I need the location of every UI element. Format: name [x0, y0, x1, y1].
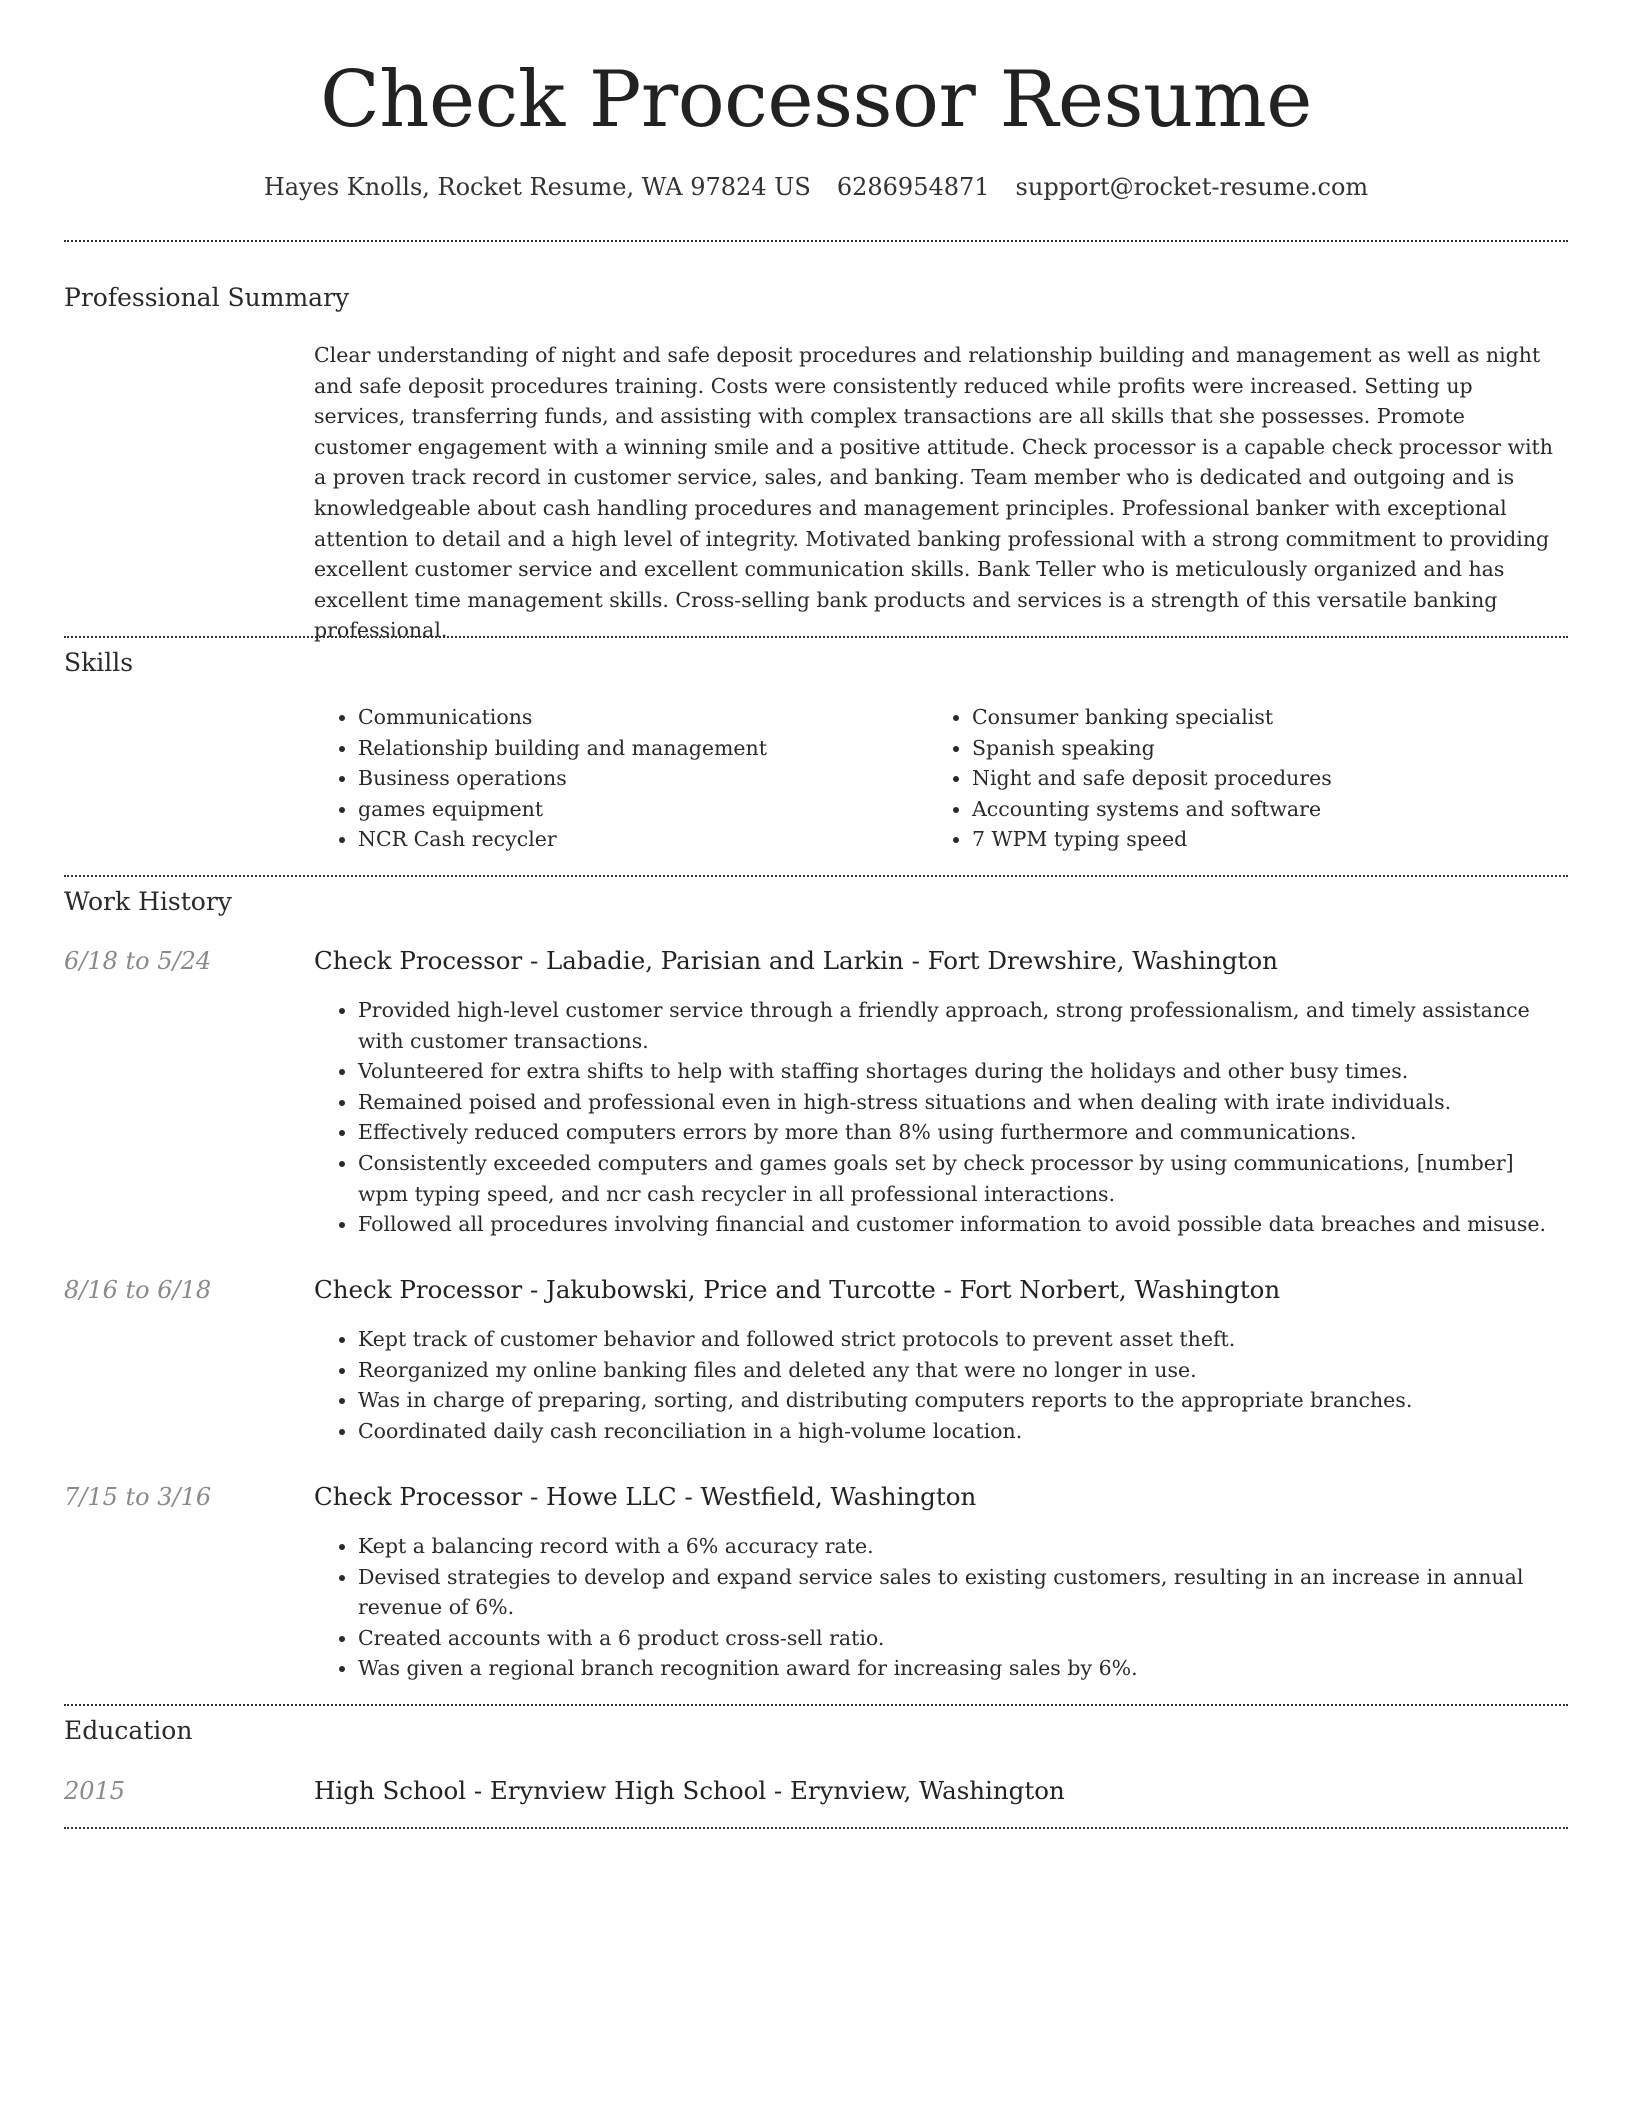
- summary-heading: Professional Summary: [64, 283, 350, 312]
- job-dates: 8/16 to 6/18: [64, 1276, 212, 1304]
- job-title: Check Processor - Jakubowski, Price and Turcotte - Fort Norbert, Washington: [314, 1275, 1281, 1304]
- skills-heading: Skills: [64, 648, 134, 677]
- section-divider: [64, 1827, 1568, 1829]
- skill-item: • Relationship building and management: [358, 733, 918, 764]
- job-bullet: • Effectively reduced computers errors by more than 8% using furthermore and communications.: [358, 1117, 1568, 1148]
- job-bullet: • Kept track of customer behavior and followed strict protocols to prevent asset theft.: [358, 1324, 1568, 1355]
- job-bullet: • Devised strategies to develop and expand service sales to existing customers, resulting in an increase in annual revenue of 6%.: [358, 1562, 1568, 1623]
- skill-item: • Communications: [358, 702, 918, 733]
- job-bullet: • Coordinated daily cash reconciliation in a high-volume location.: [358, 1416, 1568, 1447]
- job-bullet: • Followed all procedures involving financial and customer information to avoid possible data breaches and misuse.: [358, 1209, 1568, 1240]
- skills-list-right: [928, 702, 1572, 855]
- section-divider: [64, 875, 1568, 877]
- job-bullet: • Was given a regional branch recognition award for increasing sales by 6%.: [358, 1653, 1568, 1684]
- job-bullets: [314, 995, 1568, 1240]
- job-title: Check Processor - Howe LLC - Westfield, Washington: [314, 1482, 977, 1511]
- job-bullet: • Consistently exceeded computers and games goals set by check processor by using communications, [number] wpm typing speed, and ncr cash recycler in all professional interactions.: [358, 1148, 1568, 1209]
- job-bullet: • Remained poised and professional even in high-stress situations and when dealing with irate individuals.: [358, 1087, 1568, 1118]
- skill-item: • 7 WPM typing speed: [972, 824, 1572, 855]
- section-divider: [64, 240, 1568, 242]
- education-heading: Education: [64, 1716, 193, 1745]
- resume-title: Check Processor Resume: [320, 55, 1312, 145]
- skills-list-left: [314, 702, 918, 855]
- work-heading: Work History: [64, 887, 232, 916]
- job-bullet: • Was in charge of preparing, sorting, and distributing computers reports to the appropriate branches.: [358, 1385, 1568, 1416]
- skill-item: • NCR Cash recycler: [358, 824, 918, 855]
- contact-phone: 6286954871: [836, 173, 990, 201]
- job-dates: 7/15 to 3/16: [64, 1483, 212, 1511]
- skill-item: • Consumer banking specialist: [972, 702, 1572, 733]
- skill-item: • Accounting systems and software: [972, 794, 1572, 825]
- job-title: Check Processor - Labadie, Parisian and Larkin - Fort Drewshire, Washington: [314, 946, 1278, 975]
- job-bullet: • Created accounts with a 6 product cross-sell ratio.: [358, 1623, 1568, 1654]
- summary-text: Clear understanding of night and safe deposit procedures and relationship building and management as well as night and safe deposit procedures training. Costs were consistently reduced while profits were increased. Setting up services, transferring funds, and assisting with complex transactions are all skills that she possesses. Promote customer engagement with a winning smile and a positive attitude. Check processor is a capable check processor with a proven track record in customer service, sales, and banking. Team member who is dedicated and outgoing and is knowledgeable about cash handling procedures and management principles. Professional banker with exceptional attention to detail and a high level of integrity. Motivated banking professional with a strong commitment to providing excellent customer service and excellent communication skills. Bank Teller who is meticulously organized and has excellent time management skills. Cross-selling bank products and services is a strength of this versatile banking professional.: [314, 343, 1553, 643]
- job-bullet: • Kept a balancing record with a 6% accuracy rate.: [358, 1531, 1568, 1562]
- job-bullet: • Provided high-level customer service through a friendly approach, strong professionalism, and timely assistance with customer transactions.: [358, 995, 1568, 1056]
- section-divider: [64, 1704, 1568, 1706]
- skill-item: • Spanish speaking: [972, 733, 1572, 764]
- section-divider: [64, 636, 1568, 638]
- contact-email: support@rocket-resume.com: [1015, 173, 1369, 201]
- education-year: 2015: [64, 1777, 126, 1805]
- job-bullets: [314, 1531, 1568, 1684]
- job-bullets: [314, 1324, 1568, 1446]
- job-bullet: • Volunteered for extra shifts to help with staffing shortages during the holidays and other busy times.: [358, 1056, 1568, 1087]
- skill-item: • Night and safe deposit procedures: [972, 763, 1572, 794]
- contact-line: [64, 170, 1568, 204]
- job-bullet: • Reorganized my online banking files and deleted any that were no longer in use.: [358, 1355, 1568, 1386]
- contact-address: Hayes Knolls, Rocket Resume, WA 97824 US: [263, 173, 811, 201]
- skill-item: • games equipment: [358, 794, 918, 825]
- education-title: High School - Erynview High School - Erynview, Washington: [314, 1776, 1065, 1805]
- job-dates: 6/18 to 5/24: [64, 947, 212, 975]
- skill-item: • Business operations: [358, 763, 918, 794]
